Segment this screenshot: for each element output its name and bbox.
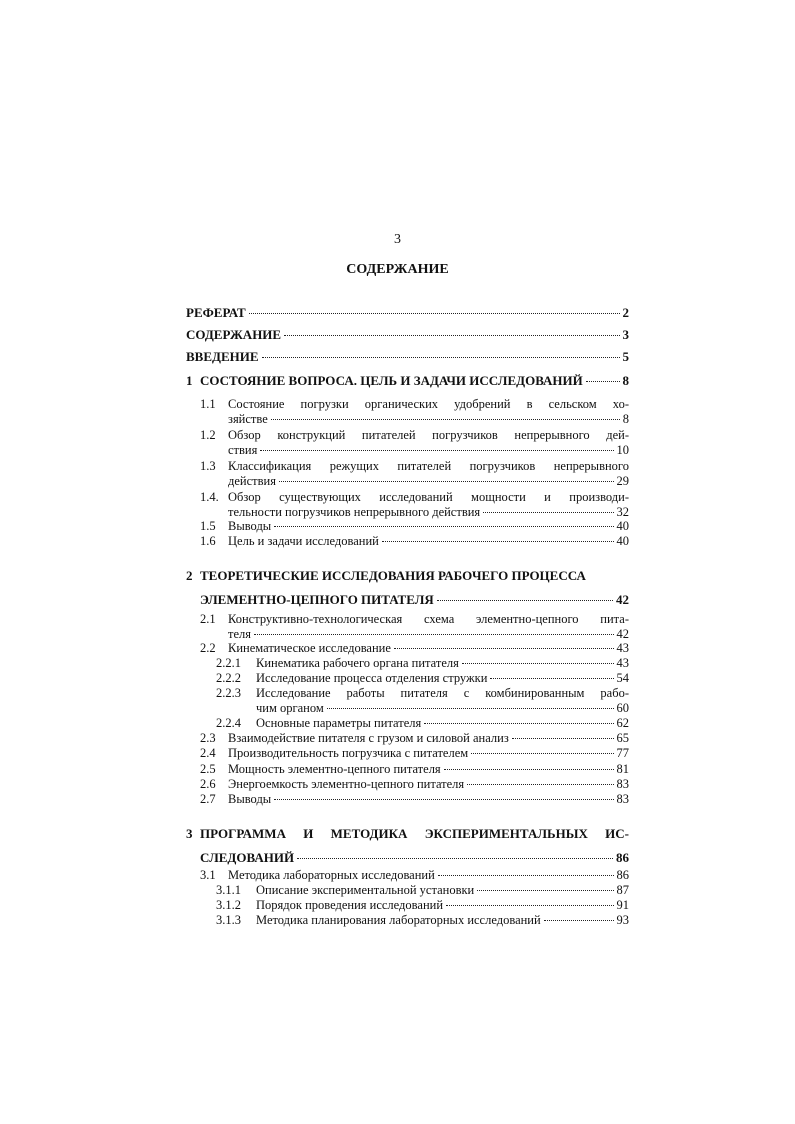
dot-leader bbox=[254, 634, 614, 635]
dot-leader bbox=[446, 905, 613, 906]
toc-entry-page: 81 bbox=[616, 762, 629, 776]
dot-leader bbox=[437, 600, 613, 601]
dot-leader bbox=[483, 512, 613, 513]
toc-entry-text-line1: Исследование работы питателя с комбинированным рабо- bbox=[256, 686, 629, 700]
toc-entry-text: Кинематическое исследование bbox=[228, 641, 391, 655]
toc-entry-page: 91 bbox=[616, 898, 629, 912]
toc-entry-number: 2.2.2 bbox=[216, 671, 241, 685]
toc-entry-number: 1.6 bbox=[200, 534, 216, 548]
toc-entry-number: 2.2.1 bbox=[216, 656, 241, 670]
dot-leader bbox=[271, 419, 620, 420]
dot-leader bbox=[297, 858, 613, 859]
toc-entry-page: 86 bbox=[616, 850, 629, 865]
toc-entry-page: 2 bbox=[622, 305, 629, 320]
toc-entry-page: 43 bbox=[616, 656, 629, 670]
toc-entry-page: 42 bbox=[616, 627, 629, 641]
dot-leader bbox=[284, 335, 619, 336]
toc-entry-text-line2: ствия bbox=[228, 443, 258, 457]
toc-entry-text: Взаимодействие питателя с грузом и силовой анализ bbox=[228, 731, 509, 745]
toc-entry-page: 83 bbox=[616, 792, 629, 806]
toc-entry-text-line1: ТЕОРЕТИЧЕСКИЕ ИССЛЕДОВАНИЯ РАБОЧЕГО ПРОЦЕССА bbox=[200, 568, 586, 583]
toc-entry-number: 3.1.1 bbox=[216, 883, 241, 897]
toc-entry-text-line2: действия bbox=[228, 474, 276, 488]
toc-entry-text: Кинематика рабочего органа питателя bbox=[256, 656, 459, 670]
toc-entry-number: 2.4 bbox=[200, 746, 216, 760]
dot-leader bbox=[438, 875, 614, 876]
toc-entry-page: 62 bbox=[616, 716, 629, 730]
toc-entry-number: 1.2 bbox=[200, 428, 216, 442]
dot-leader bbox=[262, 357, 620, 358]
toc-entry-number: 3 bbox=[186, 826, 193, 841]
toc-entry-text: Основные параметры питателя bbox=[256, 716, 422, 730]
dot-leader bbox=[279, 481, 614, 482]
toc-entry-number: 2.2.3 bbox=[216, 686, 241, 700]
toc-entry-text: СОДЕРЖАНИЕ bbox=[186, 327, 282, 342]
dot-leader bbox=[249, 313, 620, 314]
toc-entry-text: Выводы bbox=[228, 519, 272, 533]
toc-entry-page: 87 bbox=[616, 883, 629, 897]
dot-leader bbox=[512, 738, 614, 739]
toc-entry-number: 2.3 bbox=[200, 731, 216, 745]
toc-entry-number: 2.2.4 bbox=[216, 716, 241, 730]
toc-entry-text-line1: Классификация режущих питателей погрузчиков непрерывного bbox=[228, 459, 629, 473]
toc-entry-page: 8 bbox=[622, 412, 629, 426]
toc-entry-page: 40 bbox=[616, 534, 629, 548]
toc-entry-number: 1.3 bbox=[200, 459, 216, 473]
dot-leader bbox=[327, 708, 614, 709]
toc-entry-text-line2: СЛЕДОВАНИЙ bbox=[200, 850, 295, 865]
dot-leader bbox=[424, 723, 613, 724]
toc-entry-number: 3.1.2 bbox=[216, 898, 241, 912]
dot-leader bbox=[586, 381, 620, 382]
dot-leader bbox=[477, 890, 613, 891]
toc-entry-text: Порядок проведения исследований bbox=[256, 898, 444, 912]
dot-leader bbox=[260, 450, 613, 451]
toc-entry-page: 29 bbox=[616, 474, 629, 488]
toc-entry-text: Исследование процесса отделения стружки bbox=[256, 671, 488, 685]
toc-entry-introduction[interactable] bbox=[186, 349, 629, 364]
toc-entry-page: 60 bbox=[616, 701, 629, 715]
toc-entry-page: 10 bbox=[616, 443, 629, 457]
dot-leader bbox=[274, 799, 613, 800]
toc-entry-page: 43 bbox=[616, 641, 629, 655]
dot-leader bbox=[544, 920, 614, 921]
toc-entry-text-line1: Состояние погрузки органических удобрений в сельском хо- bbox=[228, 397, 629, 411]
toc-entry-page: 8 bbox=[622, 373, 629, 388]
toc-entry-text: Методика планирования лабораторных исследований bbox=[256, 913, 541, 927]
toc-entry-text: Производительность погрузчика с питателем bbox=[228, 746, 469, 760]
toc-entry-text: РЕФЕРАТ bbox=[186, 305, 246, 320]
toc-entry-page: 83 bbox=[616, 777, 629, 791]
dot-leader bbox=[490, 678, 613, 679]
toc-entry-text: Методика лабораторных исследований bbox=[228, 868, 435, 882]
toc-entry-text: ВВЕДЕНИЕ bbox=[186, 349, 259, 364]
dot-leader bbox=[471, 753, 613, 754]
toc-entry-page: 93 bbox=[616, 913, 629, 927]
toc-entry-text-line2: теля bbox=[228, 627, 251, 641]
page-title: СОДЕРЖАНИЕ bbox=[346, 262, 449, 277]
toc-entry-text: Мощность элементно-цепного питателя bbox=[228, 762, 441, 776]
toc-entry-text: Выводы bbox=[228, 792, 272, 806]
page-number: 3 bbox=[394, 232, 401, 247]
toc-entry-page: 40 bbox=[616, 519, 629, 533]
dot-leader bbox=[467, 784, 613, 785]
toc-entry-text-line1: Обзор конструкций питателей погрузчиков непрерывного дей- bbox=[228, 428, 629, 442]
toc-entry-number: 1 bbox=[186, 373, 193, 388]
toc-entry-page: 77 bbox=[616, 746, 629, 760]
toc-entry-number: 3.1.3 bbox=[216, 913, 241, 927]
toc-entry-number: 2 bbox=[186, 568, 193, 583]
toc-entry-text-line1: ПРОГРАММА И МЕТОДИКА ЭКСПЕРИМЕНТАЛЬНЫХ ИС- bbox=[200, 826, 629, 841]
toc-entry-number: 2.7 bbox=[200, 792, 216, 806]
toc-entry-page: 65 bbox=[616, 731, 629, 745]
toc-entry-page: 32 bbox=[616, 505, 629, 519]
toc-entry-referat[interactable] bbox=[186, 305, 629, 320]
dot-leader bbox=[274, 526, 613, 527]
toc-entry-text-line2: ЭЛЕМЕНТНО-ЦЕПНОГО ПИТАТЕЛЯ bbox=[200, 592, 434, 607]
toc-entry-text: Энергоемкость элементно-цепного питателя bbox=[228, 777, 465, 791]
toc-entry-number: 1.1 bbox=[200, 397, 216, 411]
toc-entry-text-line2: зяйстве bbox=[228, 412, 268, 426]
toc-entry-page: 42 bbox=[616, 592, 629, 607]
toc-entry-text-line1: Конструктивно-технологическая схема элементно-цепного пита- bbox=[228, 612, 629, 626]
toc-entry-text-line2: тельности погрузчиков непрерывного действия bbox=[228, 505, 481, 519]
toc-entry-text: Описание экспериментальной установки bbox=[256, 883, 475, 897]
toc-entry-contents[interactable] bbox=[186, 327, 629, 342]
toc-entry-text: СОСТОЯНИЕ ВОПРОСА. ЦЕЛЬ И ЗАДАЧИ ИССЛЕДОВАНИЙ bbox=[200, 373, 583, 388]
dot-leader bbox=[382, 541, 614, 542]
toc-entry-number: 2.1 bbox=[200, 612, 216, 626]
dot-leader bbox=[394, 648, 614, 649]
toc-entry-number: 3.1 bbox=[200, 868, 216, 882]
dot-leader bbox=[444, 769, 614, 770]
toc-entry-text-line2: чим органом bbox=[256, 701, 324, 715]
toc-entry-number: 2.6 bbox=[200, 777, 216, 791]
toc-entry-text-line1: Обзор существующих исследований мощности и производи- bbox=[228, 490, 629, 504]
toc-entry-page: 54 bbox=[616, 671, 629, 685]
toc-entry-number: 1.4. bbox=[200, 490, 219, 504]
toc-entry-text: Цель и задачи исследований bbox=[228, 534, 379, 548]
dot-leader bbox=[462, 663, 614, 664]
toc-entry-page: 86 bbox=[616, 868, 629, 882]
toc-entry-number: 2.2 bbox=[200, 641, 216, 655]
toc-entry-number: 2.5 bbox=[200, 762, 216, 776]
toc-entry-page: 5 bbox=[622, 349, 629, 364]
toc-entry-number: 1.5 bbox=[200, 519, 216, 533]
toc-entry-page: 3 bbox=[622, 327, 629, 342]
